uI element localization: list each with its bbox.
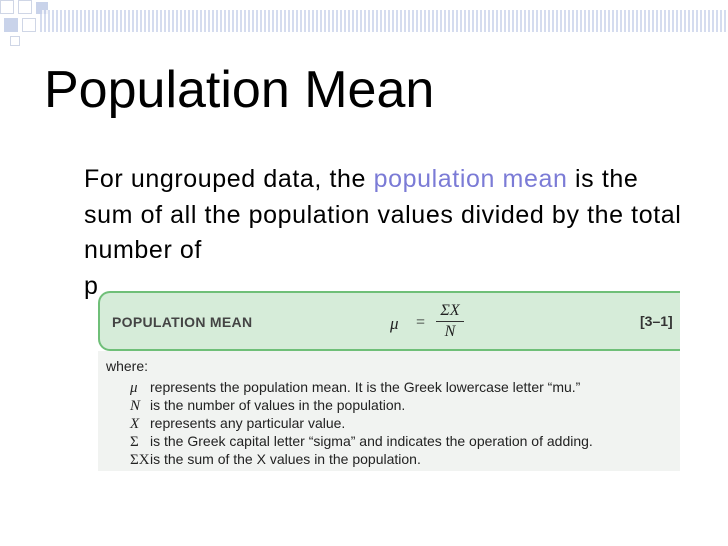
definitions-panel: [98, 351, 680, 471]
definition-row: [130, 433, 593, 451]
decor-square: [18, 0, 32, 14]
definition-symbol: X: [130, 416, 140, 432]
where-heading: where:: [106, 358, 149, 374]
definition-text: is the Greek capital letter “sigma” and indicates the operation of adding.: [150, 433, 593, 449]
slide-title: Population Mean: [44, 61, 435, 119]
definition-row: [130, 451, 421, 469]
definition-text: is the sum of the X values in the population.: [150, 451, 421, 467]
body-text-clipped: p: [84, 271, 99, 300]
definition-symbol: ΣX: [130, 452, 150, 468]
formula-numerator: ΣX: [440, 302, 460, 319]
highlight-term-mean: mean: [502, 165, 568, 193]
body-text-end: is the sum of all the population values divided by the total number of: [84, 165, 682, 264]
formula-fraction: [436, 302, 464, 341]
definition-symbol: Σ: [130, 434, 139, 450]
formula-equals: =: [416, 314, 426, 331]
body-text-start: For ungrouped data, the: [84, 165, 374, 193]
decor-square: [22, 18, 36, 32]
definition-row: [130, 379, 580, 397]
formula-box: [98, 291, 680, 351]
definition-symbol: μ: [130, 380, 138, 396]
definition-text: represents any particular value.: [150, 415, 346, 431]
fraction-bar: [436, 321, 464, 322]
decor-square: [10, 36, 20, 46]
formula-reference: [3–1]: [640, 313, 673, 329]
slide-body: [84, 162, 684, 304]
highlight-term-population: population: [373, 165, 495, 193]
definition-text: represents the population mean. It is the Greek lowercase letter “mu.”: [150, 379, 581, 395]
definition-symbol: N: [130, 398, 141, 414]
decor-square: [4, 18, 18, 32]
formula-label: POPULATION MEAN: [112, 314, 253, 330]
formula-mu: μ: [390, 314, 399, 333]
definition-row: [130, 397, 405, 415]
header-stripe: [40, 10, 728, 32]
definition-text: is the number of values in the population.: [150, 397, 406, 413]
definition-row: [130, 415, 345, 433]
decor-square: [0, 0, 14, 14]
formula-denominator: N: [444, 323, 456, 340]
